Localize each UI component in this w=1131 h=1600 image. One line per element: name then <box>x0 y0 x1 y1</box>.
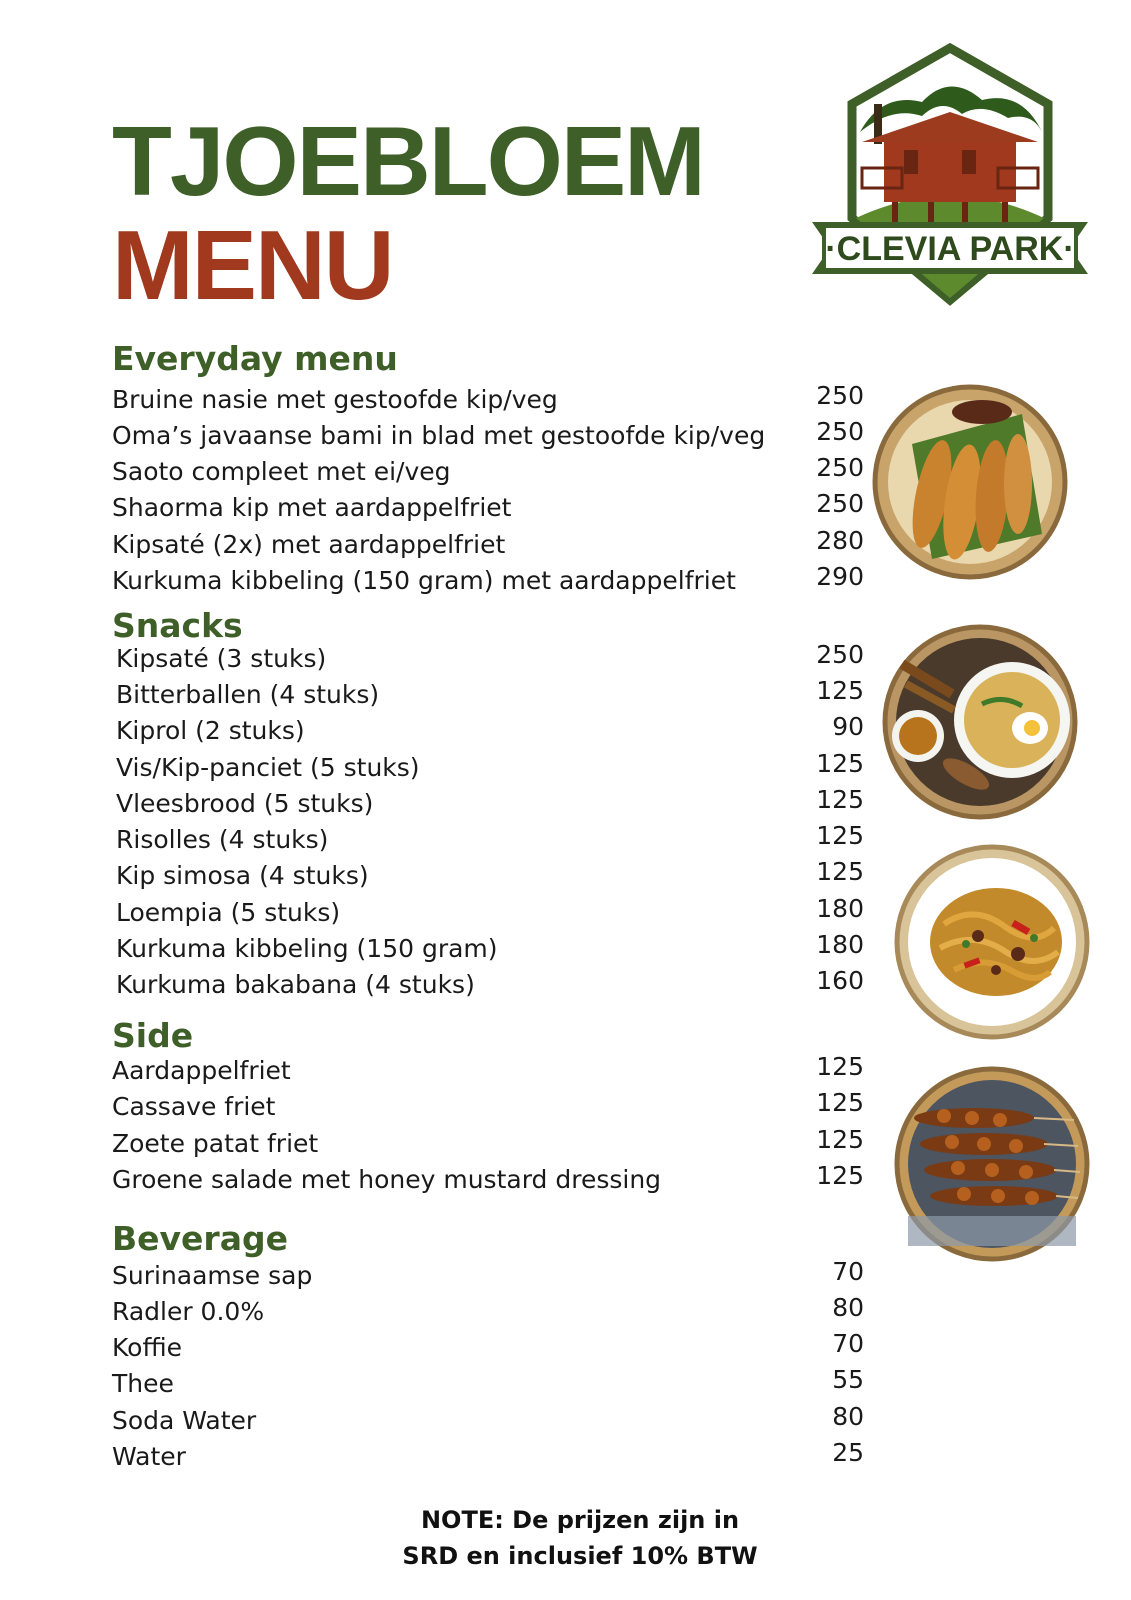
menu-title-menu: MENU <box>112 210 393 320</box>
menu-item-price: 125 <box>816 785 864 814</box>
menu-item <box>116 786 864 822</box>
section-title-beverage: Beverage <box>112 1219 288 1258</box>
menu-item-name: Groene salade met honey mustard dressing <box>112 1165 662 1194</box>
menu-item <box>112 1053 864 1089</box>
menu-item <box>112 1439 864 1475</box>
menu-item-name: Kurkuma bakabana (4 stuks) <box>116 970 475 999</box>
menu-item-price: 125 <box>816 1125 864 1154</box>
menu-item <box>112 1162 864 1198</box>
section-title-side: Side <box>112 1016 194 1055</box>
menu-item-price: 250 <box>816 489 864 518</box>
menu-item-price: 250 <box>816 453 864 482</box>
menu-item-price: 125 <box>816 749 864 778</box>
menu-item-price: 125 <box>816 1088 864 1117</box>
menu-item <box>112 1126 864 1162</box>
menu-item-name: Kip simosa (4 stuks) <box>116 861 369 890</box>
menu-item <box>116 858 864 894</box>
menu-item-name: Bruine nasie met gestoofde kip/veg <box>112 385 558 414</box>
menu-item-name: Cassave friet <box>112 1092 276 1121</box>
menu-item-name: Shaorma kip met aardappelfriet <box>112 493 512 522</box>
menu-item-name: Soda Water <box>112 1406 257 1435</box>
menu-item-name: Kipsaté (2x) met aardappelfriet <box>112 530 506 559</box>
menu-item-price: 250 <box>816 640 864 669</box>
menu-item-name: Oma’s javaanse bami in blad met gestoofde kip/veg <box>112 421 766 450</box>
menu-item <box>116 677 864 713</box>
menu-item <box>112 1089 864 1125</box>
menu-item-name: Water <box>112 1442 186 1471</box>
menu-item-name: Radler 0.0% <box>112 1297 265 1326</box>
menu-item <box>112 563 864 599</box>
menu-item <box>112 1403 864 1439</box>
menu-item-name: Zoete patat friet <box>112 1129 319 1158</box>
menu-item-name: Kurkuma kibbeling (150 gram) <box>116 934 498 963</box>
menu-item <box>112 1330 864 1366</box>
menu-item <box>112 1258 864 1294</box>
price-note-line2: SRD en inclusief 10% BTW <box>402 1542 758 1570</box>
menu-item <box>112 454 864 490</box>
fried-fish-plate-photo <box>872 384 1068 580</box>
menu-item-name: Vleesbrood (5 stuks) <box>116 789 374 818</box>
menu-item-price: 250 <box>816 417 864 446</box>
menu-item-price: 290 <box>816 562 864 591</box>
menu-item-name: Surinaamse sap <box>112 1261 313 1290</box>
menu-item-price: 90 <box>832 712 864 741</box>
menu-item-name: Bitterballen (4 stuks) <box>116 680 380 709</box>
menu-item-price: 250 <box>816 381 864 410</box>
menu-item-name: Thee <box>112 1369 174 1398</box>
menu-item-name: Kiprol (2 stuks) <box>116 716 305 745</box>
menu-item-name: Vis/Kip-panciet (5 stuks) <box>116 753 420 782</box>
menu-item <box>116 931 864 967</box>
menu-item-price: 25 <box>832 1438 864 1467</box>
menu-item <box>116 822 864 858</box>
menu-item <box>116 713 864 749</box>
menu-item-name: Koffie <box>112 1333 182 1362</box>
menu-item <box>112 418 864 454</box>
menu-item-price: 180 <box>816 894 864 923</box>
menu-item-price: 125 <box>816 857 864 886</box>
menu-item-name: Kipsaté (3 stuks) <box>116 644 327 673</box>
section-title-everyday: Everyday menu <box>112 339 398 378</box>
menu-item <box>112 382 864 418</box>
logo-text: ·CLEVIA PARK· <box>825 230 1075 268</box>
menu-item-name: Risolles (4 stuks) <box>116 825 329 854</box>
soto-soup-photo <box>882 624 1078 820</box>
price-note <box>350 1502 810 1574</box>
menu-item-name: Saoto compleet met ei/veg <box>112 457 451 486</box>
menu-item <box>116 641 864 677</box>
menu-item-price: 180 <box>816 930 864 959</box>
menu-item-price: 125 <box>816 676 864 705</box>
menu-item-price: 80 <box>832 1402 864 1431</box>
price-note-line1: NOTE: De prijzen zijn in <box>420 1506 740 1534</box>
menu-item-price: 125 <box>816 821 864 850</box>
menu-item <box>112 1294 864 1330</box>
menu-item <box>116 967 864 1003</box>
section-title-snacks: Snacks <box>112 606 243 645</box>
menu-item-price: 55 <box>832 1365 864 1394</box>
menu-item <box>112 490 864 526</box>
clevia-park-logo <box>812 42 1088 318</box>
menu-item-name: Kurkuma kibbeling (150 gram) met aardappelfriet <box>112 566 736 595</box>
menu-item-price: 80 <box>832 1293 864 1322</box>
satay-skewers-photo <box>894 1066 1090 1262</box>
menu-title-tjoebloem: TJOEBLOEM <box>112 106 704 216</box>
menu-item <box>116 895 864 931</box>
menu-item-price: 125 <box>816 1052 864 1081</box>
menu-item <box>112 527 864 563</box>
menu-item-price: 125 <box>816 1161 864 1190</box>
menu-item-price: 70 <box>832 1257 864 1286</box>
menu-item-name: Loempia (5 stuks) <box>116 898 341 927</box>
menu-item-price: 70 <box>832 1329 864 1358</box>
menu-item <box>112 1366 864 1402</box>
bami-noodles-photo <box>894 844 1090 1040</box>
menu-item-name: Aardappelfriet <box>112 1056 291 1085</box>
menu-item <box>116 750 864 786</box>
menu-item-price: 280 <box>816 526 864 555</box>
menu-item-price: 160 <box>816 966 864 995</box>
